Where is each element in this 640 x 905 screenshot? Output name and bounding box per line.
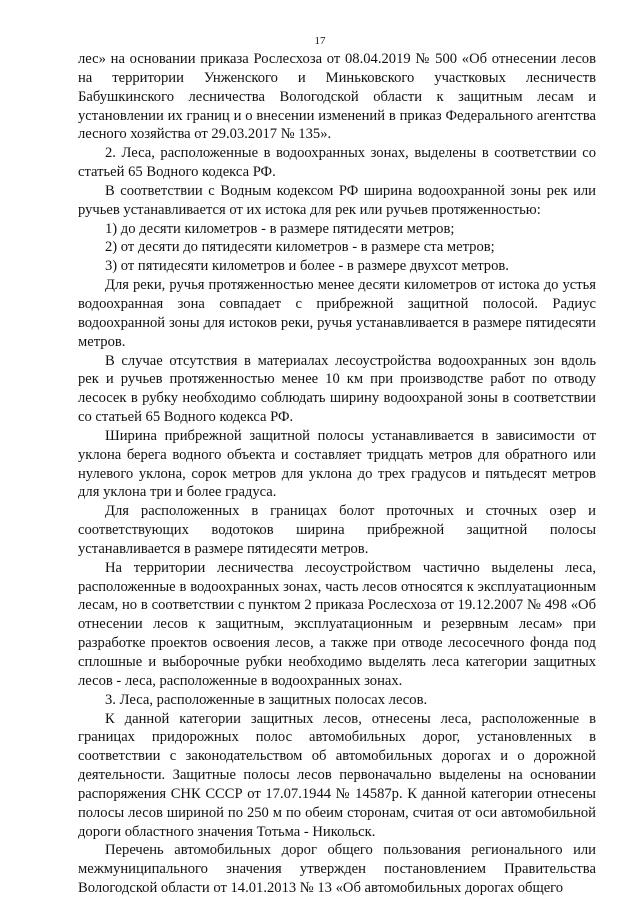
document-body [78, 50, 596, 898]
paragraph-water-protection-zones: 2. Леса, расположенные в водоохранных зонах, выделены в соответствии со статьей 65 Водного кодекса РФ. [78, 145, 596, 181]
paragraph-swamp-lakes: Для расположенных в границах болот проточных и сточных озер и соответствующих водотоков ширина прибрежной защитной полосы устанавливается в размере пятидесяти метров. [78, 503, 596, 557]
paragraph-protective-strips-heading: 3. Леса, расположенные в защитных полосах лесов. [105, 691, 428, 708]
list-item-3: 3) от пятидесяти километров и более - в размере двухсот метров. [105, 258, 509, 275]
paragraph-coastal-strip: Ширина прибрежной защитной полосы устанавливается в зависимости от уклона берега водного объекта и составляет тридцать метров для обратного или нулевого уклона, сорок метров для уклона до трех градусов и пятьдесят метров для уклона три и более градуса. [78, 427, 596, 501]
paragraph-roadside-strips: К данной категории защитных лесов, отнесены леса, расположенные в границах придорожных полос автомобильных дорог, установленных в соответствии с законодательством об автомобильных дорогах и о дорожной деятельности. Защитные полосы лесов первоначально выделены на основании распоряжения СНК СССР от 17.07.1944 № 14587р. К данной категории отнесены полосы лесов шириной по 250 м по обеим сторонам, считая от оси автомобильной дороги областного значения Тотьма - Никольск. [78, 710, 596, 840]
paragraph-short-rivers: Для реки, ручья протяженностью менее десяти километров от истока до устья водоохранная зона совпадает с прибрежной защитной полосой. Радиус водоохранной зоны для истоков реки, ручья устанавливается в размере пятидесяти метров. [78, 277, 596, 350]
list-item-2: 2) от десяти до пятидесяти километров - в размере ста метров; [105, 239, 495, 256]
paragraph-missing-materials: В случае отсутствия в материалах лесоустройства водоохранных зон вдоль рек и ручьев протяженностью менее 10 км при производстве работ по отводу лесосек в рубку необходимо соблюдать ширину водоохраной зоны в соответствии со статьей 65 Водного кодекса РФ. [78, 352, 596, 426]
page-number: 17 [314, 35, 326, 47]
paragraph-forestry-territory: На территории лесничества лесоустройством частично выделены леса, расположенные в водоохранных зонах, часть лесов относятся к эксплуатационным лесам, но в соответствии с пунктом 2 приказа Рослесхоза от 19.12.2007 № 498 «Об отнесении лесов к защитным, эксплуатационным и резервным лесам» при разработке проектов освоения лесов, а также при отводе лесосечного фонда под сплошные и выборочные рубки необходимо выделять леса категории защитных лесов - леса, расположенные в водоохранных зонах. [78, 559, 596, 689]
paragraph-road-list: Перечень автомобильных дорог общего пользования регионального или межмуниципального значения утвержден постановлением Правительства Вологодской области от 14.01.2013 № 13 «Об автомобильных дорогах общего [78, 842, 596, 897]
paragraph-continuation: лес» на основании приказа Рослесхоза от 08.04.2019 № 500 «Об отнесении лесов на территории Унженского и Миньковского участковых лесничеств Бабушкинского лесничества Вологодской области к защитным лесам и установлении их границ и о внесении изменений в приказ Федерального агентства лесного хозяйства от 29.03.2017 № 135». [78, 51, 596, 143]
list-item-1: 1) до десяти километров - в размере пятидесяти метров; [105, 220, 455, 237]
paragraph-zone-width: В соответствии с Водным кодексом РФ ширина водоохранной зоны рек или ручьев устанавливается от их истока для рек или ручьев протяженностью: [78, 182, 596, 218]
